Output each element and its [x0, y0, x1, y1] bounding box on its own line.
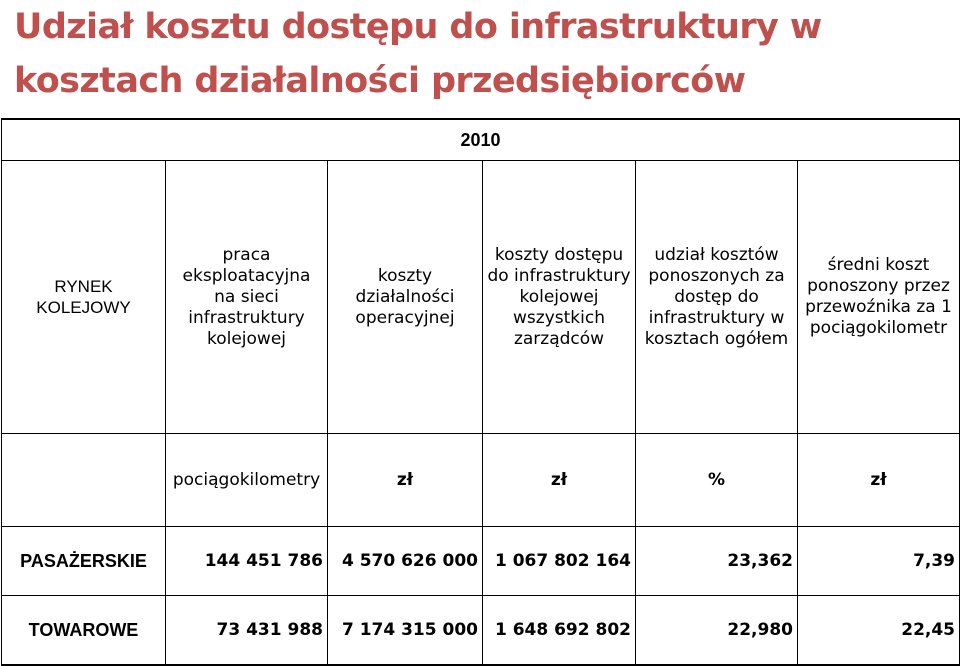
year-row	[2, 119, 960, 161]
page-title: Udział kosztu dostępu do infrastruktury w kosztach działalności przedsiębiorców	[14, 7, 822, 101]
col-header-access-share: udział kosztów ponoszonych za dostęp do infrastruktury w kosztach ogółem	[636, 161, 798, 434]
market-header: RYNEK KOLEJOWY	[2, 161, 166, 434]
cell-train-km: 144 451 786	[166, 527, 328, 596]
units-empty-cell	[2, 434, 166, 527]
unit-pln-3: zł	[798, 434, 960, 527]
cost-table	[1, 118, 960, 666]
cell-access-share: 22,980	[636, 596, 798, 666]
cell-train-km: 73 431 988	[166, 596, 328, 666]
table-row	[2, 527, 960, 596]
col-header-avg-cost: średni koszt ponoszony przez przewoźnika za 1 pociągokilometr	[798, 161, 960, 434]
cell-access-costs: 1 648 692 802	[483, 596, 636, 666]
row-label-freight: TOWAROWE	[2, 596, 166, 666]
year-cell: 2010	[2, 119, 960, 161]
cell-operating-costs: 4 570 626 000	[328, 527, 483, 596]
cell-avg-cost: 22,45	[798, 596, 960, 666]
cell-access-share: 23,362	[636, 527, 798, 596]
table-row	[2, 596, 960, 666]
row-label-passenger: PASAŻERSKIE	[2, 527, 166, 596]
header-row	[2, 161, 960, 434]
cell-avg-cost: 7,39	[798, 527, 960, 596]
unit-pln-1: zł	[328, 434, 483, 527]
cell-access-costs: 1 067 802 164	[483, 527, 636, 596]
col-header-operating-costs: koszty działalności operacyjnej	[328, 161, 483, 434]
col-header-access-costs: koszty dostępu do infrastruktury kolejowej wszystkich zarządców	[483, 161, 636, 434]
col-header-train-km: praca eksploatacyjna na sieci infrastruktury kolejowej	[166, 161, 328, 434]
unit-train-km: pociągokilometry	[166, 434, 328, 527]
cell-operating-costs: 7 174 315 000	[328, 596, 483, 666]
units-row	[2, 434, 960, 527]
unit-percent: %	[636, 434, 798, 527]
unit-pln-2: zł	[483, 434, 636, 527]
